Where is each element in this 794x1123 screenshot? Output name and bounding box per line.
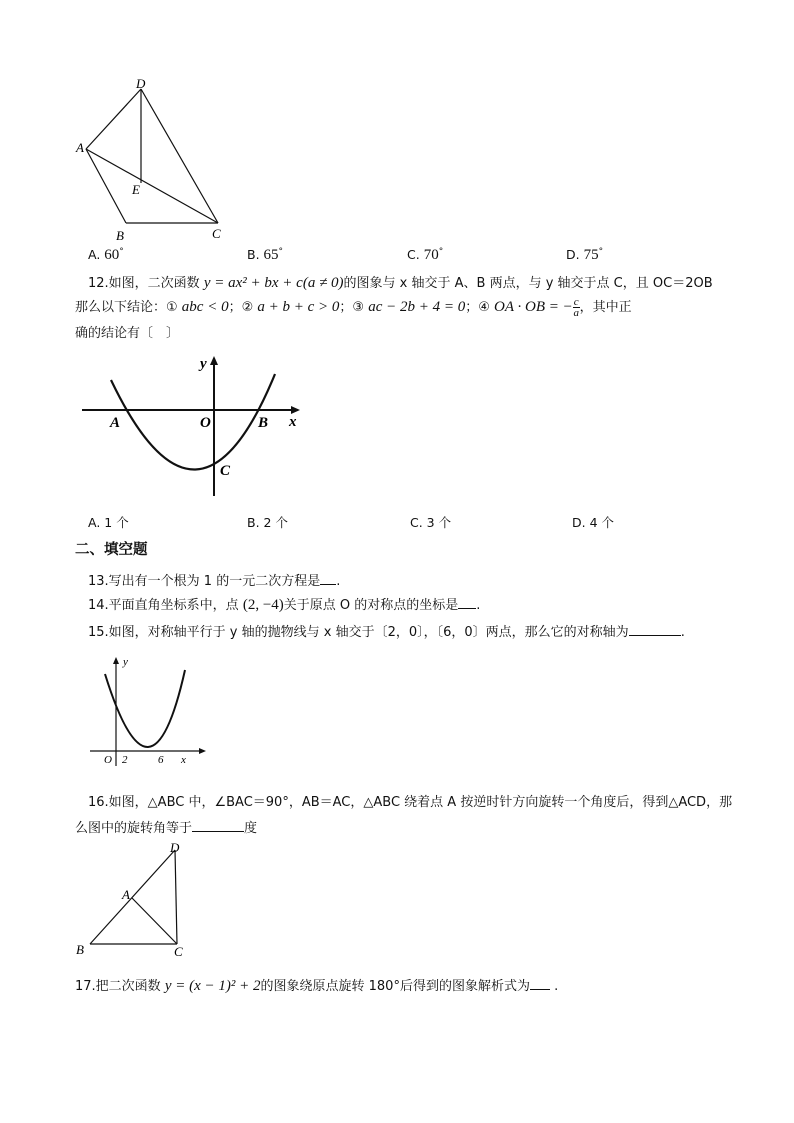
q11-option-c[interactable]: C. 70° <box>407 247 444 264</box>
q17-answer-blank[interactable] <box>530 977 550 990</box>
q15-x-arrow <box>199 748 206 754</box>
q15-label-o: O <box>104 754 112 766</box>
q16-figure <box>72 838 197 963</box>
q12-graph <box>78 352 308 502</box>
q15-line: 15.如图，对称轴平行于 y 轴的抛物线与 x 轴交于〔2，0〕，〔6，0〕两点，那么它的对称轴为 . <box>88 625 685 640</box>
q12-line3: 确的结论有〔 〕 <box>75 326 180 341</box>
q15-graph <box>85 652 210 772</box>
q15-tick-6: 6 <box>158 754 164 766</box>
q16-answer-blank[interactable] <box>192 819 244 832</box>
q15-label-x: x <box>181 754 186 766</box>
q12-option-c[interactable]: C. 3 个 <box>410 515 452 530</box>
q11-label-d: D <box>136 76 146 91</box>
q15-y-arrow <box>113 657 119 664</box>
q11-label-a: A <box>76 140 84 155</box>
q12-option-a[interactable]: A. 1 个 <box>88 515 129 530</box>
q15-label-y: y <box>123 656 128 668</box>
q12-line2: 那么以下结论：① abc < 0；② a + b + c > 0；③ ac − 2b + 4 = 0；④ OA · OB = − $\frac{c}{a}$ ，其中正 <box>75 296 632 319</box>
section-title-fill-in: 二、填空题 <box>75 542 148 558</box>
q11-label-c: C <box>212 226 221 241</box>
q15-answer-blank[interactable] <box>629 623 681 636</box>
q11-label-b: B <box>116 228 124 243</box>
q12-label-a: A <box>110 415 121 431</box>
q11-option-b[interactable]: B. 65° <box>247 247 284 264</box>
q11-label-e: E <box>132 182 140 197</box>
q11-option-d[interactable]: D. 75° <box>566 247 604 264</box>
q13-answer-blank[interactable] <box>320 572 336 585</box>
q16-label-b: B <box>76 942 84 957</box>
q12-option-d[interactable]: D. 4 个 <box>572 515 614 530</box>
q15-tick-2: 2 <box>122 754 128 766</box>
q14-line: 14.平面直角坐标系中，点 (2, −4)关于原点 O 的对称点的坐标是 . <box>88 597 481 613</box>
q13-line: 13.写出有一个根为 1 的一元二次方程是 . <box>88 574 341 589</box>
q12-label-y: y <box>200 356 207 372</box>
q12-label-o: O <box>200 415 211 431</box>
q12-label-x: x <box>289 414 297 430</box>
q11-option-a[interactable]: A. 60° <box>88 247 124 264</box>
q12-line1: 12.如图，二次函数 y = ax² + bx + c(a ≠ 0)的图象与 x 轴交于 A、B 两点，与 y 轴交于点 C，且 OC＝2OB <box>88 275 713 291</box>
q16-label-c: C <box>174 944 183 959</box>
q12-label-b: B <box>258 415 269 431</box>
q12-option-b[interactable]: B. 2 个 <box>247 515 288 530</box>
q12-fraction: $\frac{c}{a}$ <box>573 296 579 319</box>
q12-y-arrow <box>210 356 218 365</box>
q12-x-arrow <box>291 406 300 414</box>
q16-line2: 么图中的旋转角等于 度 <box>75 821 258 836</box>
q11-figure <box>70 70 240 245</box>
q17-line: 17.把二次函数 y = (x − 1)² + 2的图象绕原点旋转 180°后得到的图象解析式为 . <box>75 978 559 994</box>
q16-line1: 16.如图，△ABC 中，∠BAC＝90°，AB＝AC，△ABC 绕着点 A 按逆时针方向旋转一个角度后，得到△ACD，那 <box>88 795 733 810</box>
q16-label-a: A <box>122 887 130 902</box>
q16-label-d: D <box>170 840 180 855</box>
q12-label-c: C <box>220 463 231 479</box>
q14-answer-blank[interactable] <box>458 596 476 609</box>
